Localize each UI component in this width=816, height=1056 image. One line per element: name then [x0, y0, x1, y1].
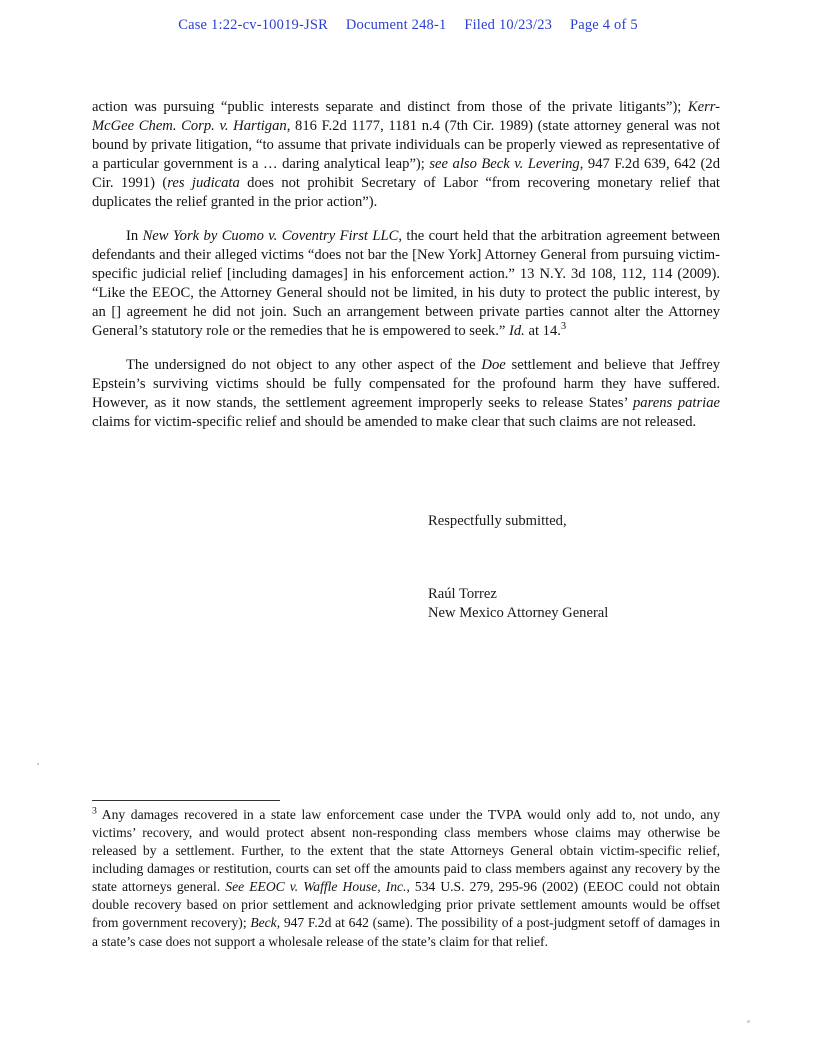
scan-speck: [747, 1020, 750, 1023]
footnote-text: , 947 F.2d at 642 (same). The possibility of a post-judgment setoff of damages in a state’s case does not support a wholesale release of the state’s claim for that relief.: [92, 915, 720, 949]
header-filed-date: Filed 10/23/23: [464, 17, 553, 33]
case-citation-beck: Beck: [250, 915, 277, 931]
latin-term-parens-patriae: parens patriae: [633, 394, 720, 411]
footnote-3: [92, 806, 720, 951]
case-citation-waffle-house: See EEOC v. Waffle House, Inc.: [225, 879, 407, 895]
footnote-marker: 3: [92, 805, 97, 817]
paragraph-text: , 947 F.2d 639, 642 (2d Cir. 1991) (: [92, 155, 720, 191]
signature-name-block: [428, 585, 748, 624]
ecf-header-stamp: [0, 17, 816, 34]
case-citation-doe: Doe: [481, 356, 506, 373]
footnote-separator-rule: [92, 800, 280, 801]
paragraph-text: at 14.: [524, 322, 561, 339]
header-case-number: Case 1:22-cv-10019-JSR: [178, 17, 328, 33]
paragraph-text: action was pursuing “public interests separate and distinct from those of the private litigants”);: [92, 99, 688, 115]
paragraph-undersigned: [92, 356, 720, 432]
paragraph-text: In: [126, 227, 143, 244]
case-citation-kerr-mcgee: Kerr-McGee Chem. Corp. v. Hartigan: [92, 99, 720, 134]
scan-speck: [37, 763, 39, 765]
signer-name: Raúl Torrez: [428, 586, 497, 602]
case-citation-beck-levering: see also Beck v. Levering: [429, 155, 580, 172]
document-body: [92, 98, 720, 432]
signer-title: New Mexico Attorney General: [428, 605, 609, 622]
footnote-text: , 534 U.S. 279, 295-96 (2002) (EEOC could not obtain double recovery based on prior settlement and acknowledging prior private settlement amounts would be offset from government recovery);: [92, 879, 720, 931]
citation-id: Id.: [509, 322, 525, 339]
paragraph-text: settlement and believe that Jeffrey Epstein’s surviving victims should be fully compensated for the profound harm they have suffered. However, as it now stands, the settlement agreement improperly seeks to release States’: [92, 356, 720, 411]
footnote-text: Any damages recovered in a state law enforcement case under the TVPA would only add to, not undo, any victims’ recovery, and would protect absent non-responding class members whose claims may otherwise be released by a settlement. Further, to the extent that the state Attorneys General obtain victim-specific relief, including damages or restitution, courts can set off the amounts paid to class members against any recovery by the state attorneys general.: [92, 807, 720, 895]
signature-closing: Respectfully submitted,: [428, 513, 567, 529]
paragraph-text: , the court held that the arbitration agreement between defendants and their alleged victims “does not bar the [New York] Attorney General from pursuing victim-specific judicial relief [including damages] in his enforcement action.” 13 N.Y. 3d 108, 112, 114 (2009). “Like the EEOC, the Attorney General should not be limited, in his duty to protect the public interest, by an [] agreement he did not join. Such an arrangement between private parties cannot alter the Attorney General’s statutory role or the remedies that he is empowered to seek.”: [92, 227, 720, 339]
header-page-number: Page 4 of 5: [569, 17, 638, 33]
paragraph-coventry-first: [92, 227, 720, 341]
latin-term-res-judicata: res judicata: [167, 174, 240, 191]
footnote-reference-3: 3: [560, 320, 567, 332]
paragraph-text: , 816 F.2d 1177, 1181 n.4 (7th Cir. 1989) (state attorney general was not bound by private litigation, “to assume that private individuals can be properly viewed as representative of a particular government is a … daring analytical leap”);: [92, 117, 720, 172]
paragraph-text: does not prohibit Secretary of Labor “from recovering monetary relief that duplicates the relief granted in the prior action”).: [92, 174, 720, 210]
paragraph-continuation: [92, 98, 720, 212]
paragraph-text: claims for victim-specific relief and should be amended to make clear that such claims are not released.: [92, 413, 697, 430]
paragraph-text: The undersigned do not object to any other aspect of the: [126, 356, 482, 373]
header-document-number: Document 248-1: [345, 17, 447, 33]
case-citation-coventry-first: New York by Cuomo v. Coventry First LLC: [142, 227, 399, 244]
